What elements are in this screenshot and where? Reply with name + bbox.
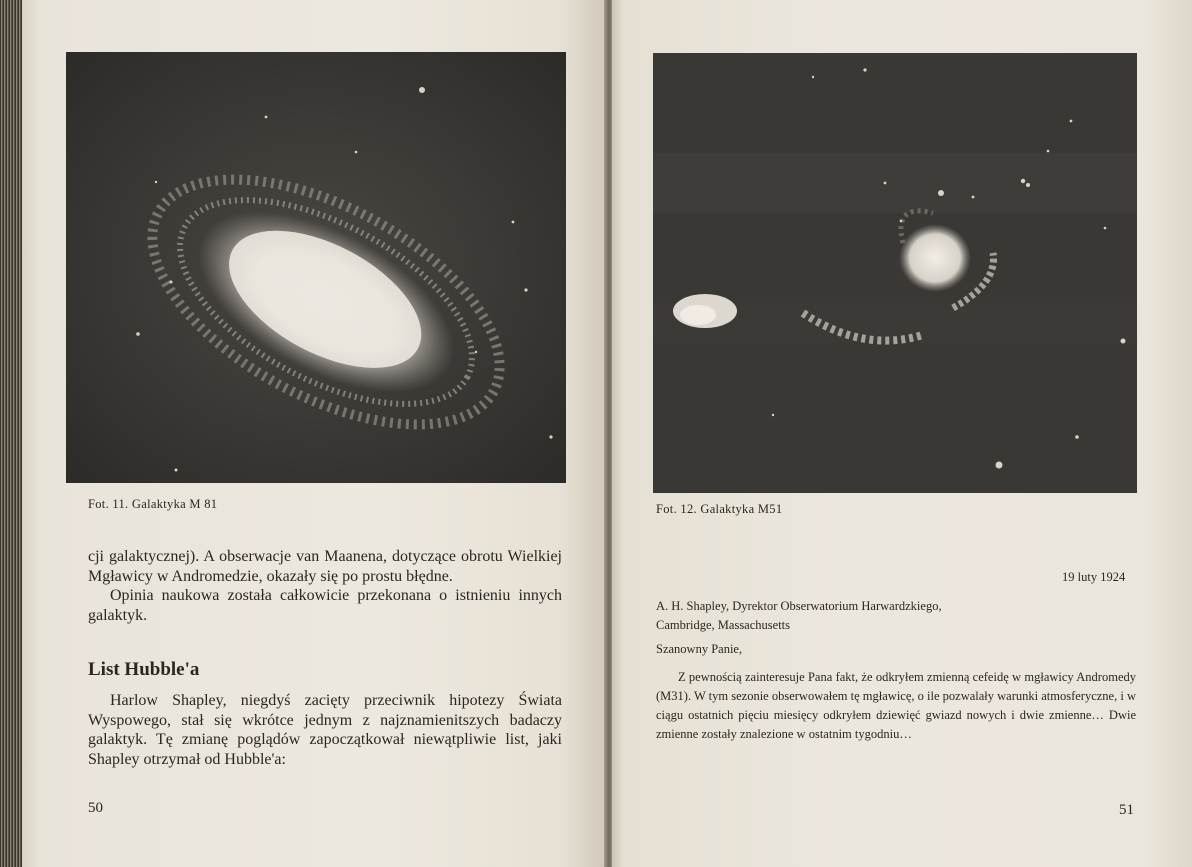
section-heading: List Hubble'a bbox=[88, 659, 200, 680]
book-page-edges bbox=[0, 0, 22, 867]
letter-date: 19 luty 1924 bbox=[1062, 570, 1126, 584]
page-number-left: 50 bbox=[88, 800, 103, 816]
photo-caption-m51: Fot. 12. Galaktyka M51 bbox=[656, 502, 783, 516]
letter-salutation: Szanowny Panie, bbox=[656, 642, 743, 656]
text-block-continuation bbox=[88, 547, 562, 625]
text-block-shapley bbox=[88, 691, 562, 769]
paragraph-continuation: cji galaktycznej). A obserwacje van Maanena, dotyczące obrotu Wielkiej Mgławicy w Andromedzie, okazały się po prostu błędne. bbox=[88, 548, 562, 585]
left-page bbox=[22, 0, 608, 867]
galaxy-m81-photo bbox=[66, 52, 566, 483]
photo-caption-m81: Fot. 11. Galaktyka M 81 bbox=[88, 497, 218, 511]
letter-body bbox=[656, 668, 1136, 744]
galaxy-m51-photo bbox=[653, 53, 1137, 493]
paragraph-scientific-opinion: Opinia naukowa została całkowicie przekonana o istnieniu innych galaktyk. bbox=[88, 587, 562, 624]
letter-body-text: Z pewnością zainteresuje Pana fakt, że odkryłem zmienną cefeidę w mgławicy Andromedy (M31). W tym sezonie obserwowałem tę mgławicę, o ile pozwalały warunki atmosferyczne, i w ciągu ostatnich pięciu miesięcy odkryłem dziewięć gwiazd nowych i dwie zmienne… Dwie zmienne zostały znalezione w ostatnim tygodniu… bbox=[656, 670, 1136, 741]
right-page bbox=[612, 0, 1192, 867]
paragraph-shapley: Harlow Shapley, niegdyś zacięty przeciwnik hipotezy Świata Wyspowego, stał się wkrótce jednym z najznamienitszych badaczy galaktyk. Tę zmianę poglądów zapoczątkował niewątpliwie list, jaki Shapley otrzymał od Hubble'a: bbox=[88, 692, 562, 768]
page-number-right: 51 bbox=[1119, 802, 1134, 818]
addressee-line-1: A. H. Shapley, Dyrektor Obserwatorium Harwardzkiego, bbox=[656, 599, 942, 613]
letter-addressee bbox=[656, 597, 1136, 635]
addressee-line-2: Cambridge, Massachusetts bbox=[656, 618, 791, 632]
